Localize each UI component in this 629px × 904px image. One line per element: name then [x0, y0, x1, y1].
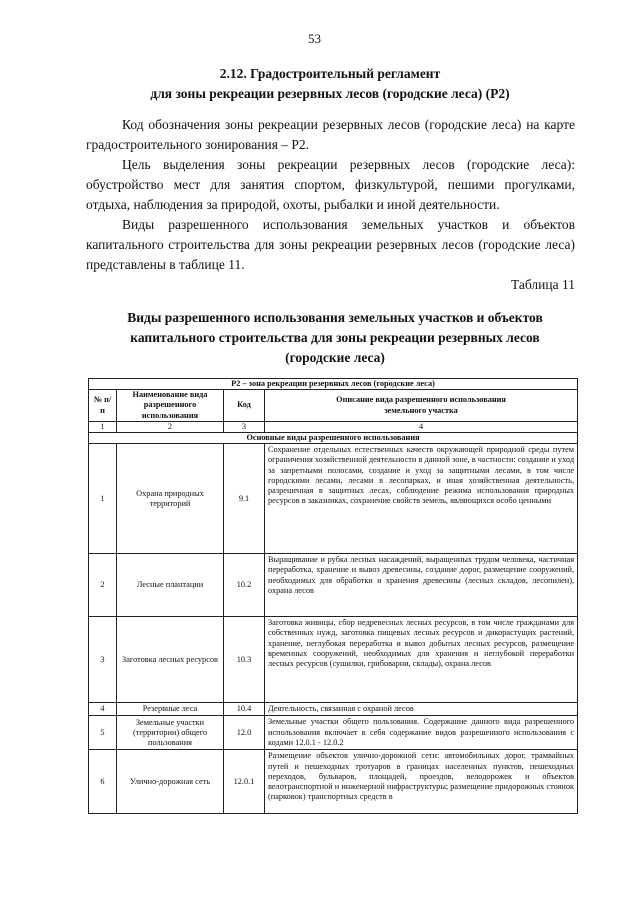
table-title-line-3: (городские леса): [285, 350, 385, 365]
row-number: 2: [89, 554, 117, 617]
row-description: Размещение объектов улично-дорожной сети: автомобильных дорог, трамвайных путей и пешеходных тротуаров в границах населенных пунктов, пешеходных переходов, бульваров, площадей, проездов, велодорожек и объектов велотранспортной и инженерной инфраструктуры; размещение придорожных стоянок (парковок) транспортных средств в: [265, 750, 578, 814]
col-number: 4: [265, 421, 578, 432]
table-row: [89, 703, 578, 716]
row-code: 9.1: [224, 444, 265, 554]
col-number: 3: [224, 421, 265, 432]
body-text: [86, 115, 575, 295]
section-heading: Основные виды разрешенного использования: [89, 433, 578, 444]
col-header-code: Код: [224, 390, 265, 422]
column-number-row: [89, 421, 578, 432]
row-name: Резервные леса: [117, 703, 224, 716]
section-title-line-1: 2.12. Градостроительный регламент: [219, 66, 441, 81]
table-title: [95, 308, 575, 368]
table-row: [89, 617, 578, 703]
table-row: [89, 444, 578, 554]
row-description: Заготовка живицы, сбор недревесных лесных ресурсов, в том числе гражданами для собственных нужд, заготовка пищевых лесных ресурсов и дикорастущих растений, хранение, неглубокая переработка и вывоз добытых лесных ресурсов, размещение временных сооружений, необходимых для хранения и неглубокой переработки лесных ресурсов (сушилки, грибоварни, склады), охрана лесов: [265, 617, 578, 703]
section-title: [70, 64, 590, 104]
col-number: 1: [89, 421, 117, 432]
row-number: 6: [89, 750, 117, 814]
paragraph-zone-purpose: Цель выделения зоны рекреации резервных лесов (городские леса): обустройство мест для занятия спортом, физкультурой, пешими прогулками, отдыха, наблюдения за природой, охоты, рыбалки и иной деятельности.: [86, 157, 575, 212]
col-header-description: Описание вида разрешенного использования земельного участка: [265, 390, 578, 422]
row-number: 3: [89, 617, 117, 703]
col-number: 2: [117, 421, 224, 432]
row-name: Земельные участки (территории) общего пользования: [117, 716, 224, 750]
paragraph-zone-code: Код обозначения зоны рекреации резервных лесов (городские леса) на карте градостроительного зонирования – Р2.: [86, 117, 575, 152]
section-title-line-2: для зоны рекреации резервных лесов (городские леса) (Р2): [150, 86, 510, 101]
row-description: Сохранение отдельных естественных качеств окружающей природной среды путем ограничения хозяйственной деятельности в данной зоне, в частности: создание и уход за запретными полосами, создание и уход за защитными лесами, в том числе городскими лесами, лесами в лесопарках, и иная хозяйственная деятельность, разрешенная в защитных лесах, соблюдение режима использования природных ресурсов в заказниках, сохранение свойств земель, являющихся особо ценными: [265, 444, 578, 554]
table-label: Таблица 11: [511, 277, 575, 292]
table-row: [89, 750, 578, 814]
table-title-line-2: капитального строительства для зоны рекреации резервных лесов: [130, 330, 540, 345]
col-header-number: № п/п: [89, 390, 117, 422]
row-name: Заготовка лесных ресурсов: [117, 617, 224, 703]
zone-header: Р2 – зона рекреации резервных лесов (городские леса): [89, 379, 578, 390]
column-header-row: [89, 390, 578, 422]
zone-header-row: [89, 379, 578, 390]
row-code: 12.0: [224, 716, 265, 750]
row-description: Деятельность, связанная с охраной лесов: [265, 703, 578, 716]
row-code: 10.3: [224, 617, 265, 703]
row-number: 1: [89, 444, 117, 554]
row-description: Земельные участки общего пользования. Содержание данного вида разрешенного использования включает в себя содержание видов разрешенного использования с кодами 12.0.1 - 12.0.2: [265, 716, 578, 750]
table-row: [89, 716, 578, 750]
row-code: 10.2: [224, 554, 265, 617]
row-name: Охрана природных территорий: [117, 444, 224, 554]
table-row: [89, 554, 578, 617]
row-number: 4: [89, 703, 117, 716]
permitted-uses-table: [88, 378, 578, 814]
paragraph-table-reference: Виды разрешенного использования земельных участков и объектов капитального строительства для зоны рекреации резервных лесов (городские леса) представлены в таблице 11.: [86, 217, 575, 272]
col-header-name: Наименование вида разрешенного использования: [117, 390, 224, 422]
row-name: Улично-дорожная сеть: [117, 750, 224, 814]
row-code: 12.0.1: [224, 750, 265, 814]
row-code: 10.4: [224, 703, 265, 716]
page-number: 53: [308, 31, 321, 46]
table-title-line-1: Виды разрешенного использования земельных участков и объектов: [127, 310, 543, 325]
row-name: Лесные плантации: [117, 554, 224, 617]
row-number: 5: [89, 716, 117, 750]
section-row: [89, 433, 578, 444]
row-description: Выращивание и рубка лесных насаждений, выращенных трудом человека, частичная переработка, хранение и вывоз древесины, создание дорог, размещение сооружений, необходимых для обработки и хранения древесины (лесных складов, лесопилен), охрана лесов: [265, 554, 578, 617]
